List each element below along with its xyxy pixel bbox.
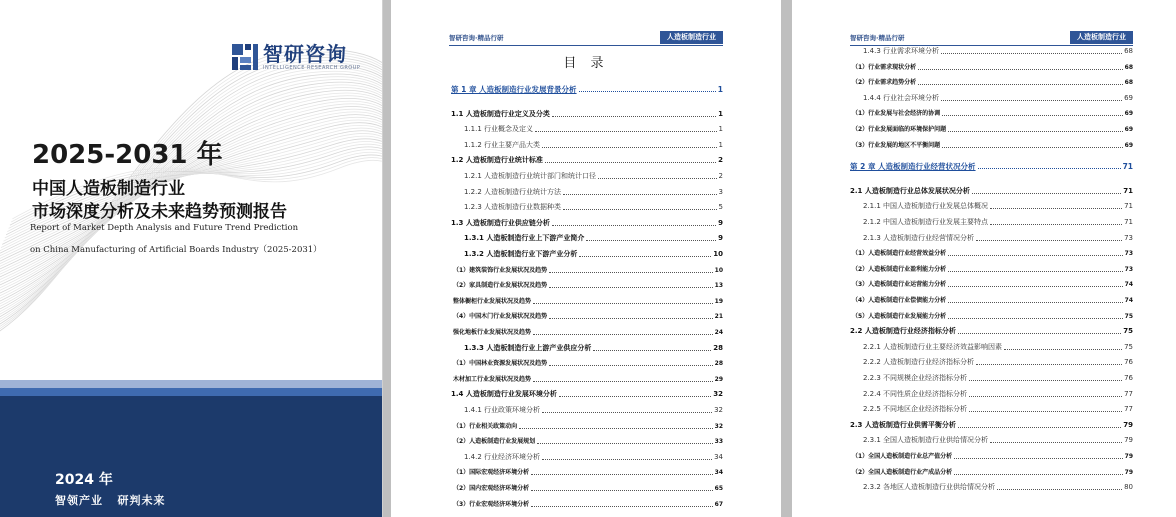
toc-entry-label: （1）行业相关政策动向 <box>453 422 518 430</box>
toc-entry[interactable] <box>451 389 723 400</box>
toc-entry[interactable] <box>464 171 723 182</box>
logo-name: 智研咨询 <box>263 42 347 66</box>
toc-entry-label: （1）全国人造板制造行业总产值分析 <box>852 453 953 460</box>
toc-page-number: 79 <box>1124 453 1133 460</box>
toc-page-number: 67 <box>714 500 723 508</box>
toc-entry[interactable] <box>852 62 1133 73</box>
toc-page-2 <box>792 0 1176 517</box>
toc-page-number: 24 <box>714 329 723 336</box>
toc-leader-dots <box>969 380 1122 381</box>
toc-entry-label: 强化地板行业发展状况及趋势 <box>453 329 532 336</box>
toc-entry-label: 1.2.3 人造板制造行业数据种类 <box>464 203 562 212</box>
toc-page-number: 79 <box>1123 420 1133 429</box>
toc-page-number: 71 <box>1124 202 1133 211</box>
toc-page-number: 74 <box>1124 281 1133 289</box>
toc-page-number: 13 <box>714 282 723 290</box>
toc-page-number: 71 <box>1124 218 1133 226</box>
toc-entry[interactable] <box>850 326 1133 337</box>
toc-page-number: 79 <box>1124 468 1133 476</box>
toc-page-number: 10 <box>714 266 723 274</box>
toc-leader-dots <box>533 381 713 382</box>
toc-leader-dots <box>559 396 711 397</box>
toc-leader-dots <box>948 286 1122 287</box>
toc-leader-dots <box>972 193 1121 194</box>
toc-page-number: 69 <box>1124 126 1133 133</box>
toc-entry[interactable] <box>863 373 1133 384</box>
toc-entry-label: 1.2.2 人造板制造行业统计方法 <box>464 187 562 196</box>
toc-page-number: 19 <box>714 297 723 305</box>
toc-leader-dots <box>549 318 712 319</box>
toc-entry-label: （2）家具制造行业发展状况及趋势 <box>453 282 548 290</box>
toc-entry-label: 2.3.1 全国人造板制造行业供给情况分析 <box>863 436 989 445</box>
toc-leader-dots <box>958 333 1121 334</box>
toc-page-number: 32 <box>714 406 723 414</box>
toc-page-number: 33 <box>714 438 723 446</box>
toc-page-number: 9 <box>718 218 723 227</box>
toc-entry-label: 1.3.2 人造板制造行业下游产业分析 <box>464 250 578 258</box>
toc-entry[interactable] <box>852 124 1133 135</box>
toc-page-number: 79 <box>1124 436 1133 445</box>
report-title-line2: 市场深度分析及未来趋势预测报告 <box>32 202 287 222</box>
toc-entry-label: （2）行业需求趋势分析 <box>852 79 917 87</box>
toc-entry-label: 第 1 章 人造板制造行业发展背景分析 <box>451 85 577 94</box>
toc-entry[interactable] <box>863 217 1133 228</box>
toc-entry-label: （2）全国人造板制造行业产成品分析 <box>852 468 953 476</box>
toc-leader-dots <box>545 162 716 163</box>
toc-entry-label: （2）人造板制造行业发展规划 <box>453 438 536 446</box>
toc-entry-label: 2.2.4 不同性质企业经济指标分析 <box>863 389 968 398</box>
cover-band-mid <box>0 388 382 396</box>
toc-entry-label: 1.1 人造板制造行业定义及分类 <box>451 109 550 118</box>
toc-entry[interactable] <box>464 343 723 354</box>
toc-page-number: 74 <box>1124 297 1133 304</box>
toc-page-number: 68 <box>1124 63 1133 71</box>
toc-entry[interactable] <box>863 435 1133 446</box>
toc-entry-label: 2.1.3 人造板制造行业经营情况分析 <box>863 233 975 242</box>
toc-entry[interactable] <box>453 436 723 447</box>
toc-leader-dots <box>990 442 1122 443</box>
toc-leader-dots <box>542 412 712 413</box>
toc-page-number: 68 <box>1124 47 1133 55</box>
toc-leader-dots <box>948 131 1122 132</box>
toc-entry[interactable] <box>464 124 723 135</box>
toc-page-number: 28 <box>714 360 723 368</box>
toc-entry[interactable] <box>464 233 723 244</box>
toc-entry[interactable] <box>852 248 1133 259</box>
toc-entry[interactable] <box>453 296 723 307</box>
toc-leader-dots <box>1004 349 1122 350</box>
toc-entry-label: （1）建筑装饰行业发展状况及趋势 <box>453 266 548 274</box>
toc-entry-label: （2）人造板制造行业盈利能力分析 <box>852 265 947 273</box>
toc-leader-dots <box>990 208 1122 209</box>
toc-leader-dots <box>542 459 712 460</box>
toc-entry-label: 1.2.1 人造板制造行业统计部门和统计口径 <box>464 172 597 180</box>
toc-chapter-entry[interactable] <box>850 161 1133 172</box>
toc-entry[interactable] <box>852 295 1133 306</box>
toc-page-number: 71 <box>1123 186 1133 195</box>
toc-entry[interactable] <box>464 187 723 198</box>
toc-leader-dots <box>563 194 716 195</box>
toc-entry[interactable] <box>453 265 723 276</box>
toc-leader-dots <box>990 224 1122 225</box>
toc-entry-label: （3）行业发展的地区不平衡问题 <box>852 141 941 149</box>
cover-band-light <box>0 380 382 388</box>
toc-page-number: 68 <box>1124 79 1133 87</box>
toc-leader-dots <box>918 69 1122 70</box>
toc-leader-dots <box>941 100 1122 101</box>
cover-page <box>0 0 383 517</box>
toc-entry[interactable] <box>453 421 723 432</box>
report-english-title-line1: Report of Market Depth Analysis and Future Trend Prediction <box>30 223 299 233</box>
toc-leader-dots <box>533 334 713 335</box>
toc-page-number: 34 <box>714 452 723 461</box>
toc-page-number: 75 <box>1123 327 1133 336</box>
toc-leader-dots <box>552 116 716 117</box>
toc-entry[interactable] <box>453 311 723 322</box>
toc-page-number: 76 <box>1124 374 1133 382</box>
toc-leader-dots <box>563 209 716 210</box>
report-english-title-line2: on China Manufacturing of Artificial Boards Industry（2025-2031） <box>30 245 322 255</box>
toc-page-number: 10 <box>713 250 723 258</box>
toc-entry-label: （3）行业宏观经济环境分析 <box>453 500 530 508</box>
company-logo <box>232 43 360 71</box>
toc-entry[interactable] <box>451 218 723 229</box>
toc-entry-label: 2.2 人造板制造行业经济指标分析 <box>850 327 956 336</box>
toc-entry[interactable] <box>852 467 1133 478</box>
toc-leader-dots <box>948 302 1122 303</box>
toc-entry-label: （1）行业发展与社会经济的协调 <box>852 110 941 118</box>
toc-leader-dots <box>552 225 716 226</box>
page-header-brand: 智研咨询·精品行研 <box>449 34 504 42</box>
toc-leader-dots <box>549 287 712 288</box>
toc-leader-dots <box>533 303 713 304</box>
toc-leader-dots <box>549 365 712 366</box>
toc-leader-dots <box>941 53 1122 54</box>
toc-entry[interactable] <box>863 46 1133 57</box>
toc-entry[interactable] <box>453 467 723 478</box>
toc-entry-label: 1.1.2 行业主要产品大类 <box>464 140 541 149</box>
toc-entry[interactable] <box>863 342 1133 353</box>
toc-entry-label: （4）人造板制造行业偿债能力分析 <box>852 297 947 304</box>
toc-entry[interactable] <box>451 155 723 166</box>
toc-entry-label: （1）行业需求现状分析 <box>852 63 917 71</box>
toc-page-number: 2 <box>718 172 723 180</box>
page-header-brand: 智研咨询·精品行研 <box>850 34 905 42</box>
toc-leader-dots <box>958 427 1121 428</box>
toc-entry-label: 2.2.1 人造板制造行业主要经济效益影响因素 <box>863 342 1003 351</box>
toc-page-number: 76 <box>1124 358 1133 367</box>
toc-page-number: 73 <box>1124 250 1133 258</box>
toc-leader-dots <box>598 178 716 179</box>
toc-entry-label: 1.4.3 行业需求环境分析 <box>863 47 940 55</box>
toc-page-number: 1 <box>717 85 723 94</box>
toc-page-number: 69 <box>1124 93 1133 102</box>
toc-leader-dots <box>531 506 712 507</box>
toc-entry-label: （5）人造板制造行业发展能力分析 <box>852 312 947 320</box>
toc-leader-dots <box>942 115 1122 116</box>
toc-leader-dots <box>954 458 1122 459</box>
toc-page-1 <box>391 0 781 517</box>
toc-entry-label: 2.1.2 中国人造板制造行业发展主要特点 <box>863 218 989 226</box>
toc-entry-label: 1.1.1 行业概念及定义 <box>464 125 534 134</box>
toc-entry[interactable] <box>451 109 723 120</box>
toc-leader-dots <box>542 147 716 148</box>
toc-entry[interactable] <box>863 93 1133 104</box>
toc-entry[interactable] <box>453 483 723 494</box>
toc-leader-dots <box>537 443 712 444</box>
toc-entry[interactable] <box>453 374 723 385</box>
toc-entry[interactable] <box>453 358 723 369</box>
toc-page-number: 1 <box>718 140 723 149</box>
toc-page-number: 65 <box>714 485 723 492</box>
toc-page-number: 21 <box>714 313 723 321</box>
toc-leader-dots <box>593 350 711 351</box>
toc-leader-dots <box>948 271 1122 272</box>
toc-entry-label: 2.3 人造板制造行业供需平衡分析 <box>850 420 956 429</box>
toc-entry-label: 2.1.1 中国人造板制造行业发展总体概况 <box>863 202 989 211</box>
toc-entry[interactable] <box>863 201 1133 212</box>
report-years: 2025-2031 年 <box>32 140 223 170</box>
toc-leader-dots <box>531 490 712 491</box>
toc-entry-label: 1.4.4 行业社会环境分析 <box>863 93 940 102</box>
toc-entry-label: 第 2 章 人造板制造行业经营状况分析 <box>850 162 976 172</box>
toc-entry[interactable] <box>863 389 1133 400</box>
toc-entry-label: 1.3.1 人造板制造行业上下游产业简介 <box>464 234 585 243</box>
toc-page-number: 34 <box>714 469 723 477</box>
page-header-badge: 人造板制造行业 <box>1070 31 1133 44</box>
toc-entry-label: 2.1 人造板制造行业总体发展状况分析 <box>850 186 970 195</box>
toc-entry[interactable] <box>464 249 723 260</box>
toc-page-number: 75 <box>1124 312 1133 320</box>
toc-entry-label: 2.2.2 人造板制造行业经济指标分析 <box>863 358 975 367</box>
toc-entry[interactable] <box>453 499 723 510</box>
toc-page-number: 77 <box>1124 389 1133 398</box>
toc-entry-label: 1.4.1 行业政策环境分析 <box>464 406 541 414</box>
toc-page-number: 2 <box>718 156 723 165</box>
toc-leader-dots <box>969 411 1122 412</box>
toc-page-number: 32 <box>714 422 723 430</box>
toc-leader-dots <box>976 240 1122 241</box>
toc-entry[interactable] <box>453 280 723 291</box>
toc-leader-dots <box>586 240 716 241</box>
toc-leader-dots <box>579 91 716 92</box>
toc-entry[interactable] <box>464 202 723 213</box>
toc-entry[interactable] <box>863 233 1133 244</box>
toc-page-number: 75 <box>1124 342 1133 351</box>
toc-entry[interactable] <box>852 451 1133 462</box>
toc-title: 目 录 <box>563 56 609 71</box>
header-rule <box>449 45 723 46</box>
toc-leader-dots <box>549 272 712 273</box>
toc-entry[interactable] <box>464 140 723 151</box>
toc-entry-label: （2）行业发展面临的环境保护问题 <box>852 126 947 133</box>
toc-leader-dots <box>976 364 1122 365</box>
toc-entry-label: （2）国内宏观经济环境分析 <box>453 485 530 492</box>
toc-entry-label: 1.2 人造板制造行业统计标准 <box>451 156 543 165</box>
toc-page-number: 9 <box>718 234 723 243</box>
logo-mark-icon <box>232 44 258 70</box>
toc-entry-label: （1）国际宏观经济环境分析 <box>453 469 530 477</box>
toc-page-number: 28 <box>713 343 723 352</box>
toc-page-number: 69 <box>1124 141 1133 149</box>
toc-leader-dots <box>535 131 716 132</box>
toc-leader-dots <box>531 474 712 475</box>
toc-entry-label: （1）人造板制造行业经营效益分析 <box>852 250 947 258</box>
toc-entry-label: 2.2.5 不同地区企业经济指标分析 <box>863 405 968 414</box>
toc-leader-dots <box>579 256 711 257</box>
toc-page-number: 32 <box>713 390 723 399</box>
publish-year: 2024 年 <box>55 472 113 488</box>
page-header-badge: 人造板制造行业 <box>660 31 723 44</box>
toc-entry-label: 2.3.2 各地区人造板制造行业供给情况分析 <box>863 483 996 492</box>
toc-entry[interactable] <box>863 404 1133 415</box>
toc-entry[interactable] <box>863 357 1133 368</box>
toc-page-number: 29 <box>714 375 723 383</box>
toc-leader-dots <box>519 428 712 429</box>
toc-entry[interactable] <box>852 279 1133 290</box>
toc-leader-dots <box>954 474 1122 475</box>
toc-page-number: 1 <box>718 109 723 118</box>
toc-page-number: 5 <box>718 203 723 212</box>
toc-page-number: 3 <box>718 187 723 196</box>
toc-entry[interactable] <box>852 311 1133 322</box>
toc-page-number: 73 <box>1124 265 1133 273</box>
toc-leader-dots <box>978 168 1121 169</box>
toc-chapter-entry[interactable] <box>451 84 723 95</box>
toc-entry-label: 木材加工行业发展状况及趋势 <box>453 375 532 383</box>
toc-leader-dots <box>969 396 1122 397</box>
slogan: 智领产业 研判未来 <box>55 494 166 507</box>
toc-leader-dots <box>948 255 1122 256</box>
logo-subtitle: INTELLIGENCE RESEARCH GROUP <box>263 65 361 71</box>
toc-entry-label: 1.4.2 行业经济环境分析 <box>464 452 541 461</box>
toc-entry-label: 2.2.3 不同规模企业经济指标分析 <box>863 374 968 382</box>
toc-entry-label: 1.3.3 人造板制造行业上游产业供应分析 <box>464 343 592 352</box>
toc-entry[interactable] <box>850 186 1133 197</box>
toc-page-number: 77 <box>1124 405 1133 414</box>
toc-page-number: 80 <box>1124 483 1133 492</box>
toc-entry[interactable] <box>852 77 1133 88</box>
toc-entry[interactable] <box>852 264 1133 275</box>
toc-entry[interactable] <box>464 405 723 416</box>
toc-entry[interactable] <box>850 420 1133 431</box>
toc-entry-label: 1.4 人造板制造行业发展环境分析 <box>451 390 557 399</box>
toc-entry-label: （3）人造板制造行业运营能力分析 <box>852 281 947 289</box>
toc-entry-label: （1）中国林业资源发展状况及趋势 <box>453 360 548 368</box>
toc-leader-dots <box>997 489 1122 490</box>
report-title-line1: 中国人造板制造行业 <box>32 179 185 199</box>
toc-page-number: 69 <box>1124 110 1133 118</box>
toc-leader-dots <box>918 84 1122 85</box>
toc-page-number: 71 <box>1122 162 1133 172</box>
toc-entry-label: 1.3 人造板制造行业供应链分析 <box>451 218 550 227</box>
toc-leader-dots <box>942 147 1122 148</box>
toc-entry-label: （4）中国木门行业发展状况及趋势 <box>453 313 548 321</box>
toc-entry[interactable] <box>852 108 1133 119</box>
toc-entry[interactable] <box>863 482 1133 493</box>
toc-page-number: 73 <box>1124 233 1133 242</box>
toc-leader-dots <box>948 318 1122 319</box>
toc-entry-label: 整体橱柜行业发展状况及趋势 <box>453 297 532 305</box>
toc-entry[interactable] <box>852 140 1133 151</box>
toc-entry[interactable] <box>464 452 723 463</box>
toc-entry[interactable] <box>453 327 723 338</box>
toc-page-number: 1 <box>718 125 723 134</box>
